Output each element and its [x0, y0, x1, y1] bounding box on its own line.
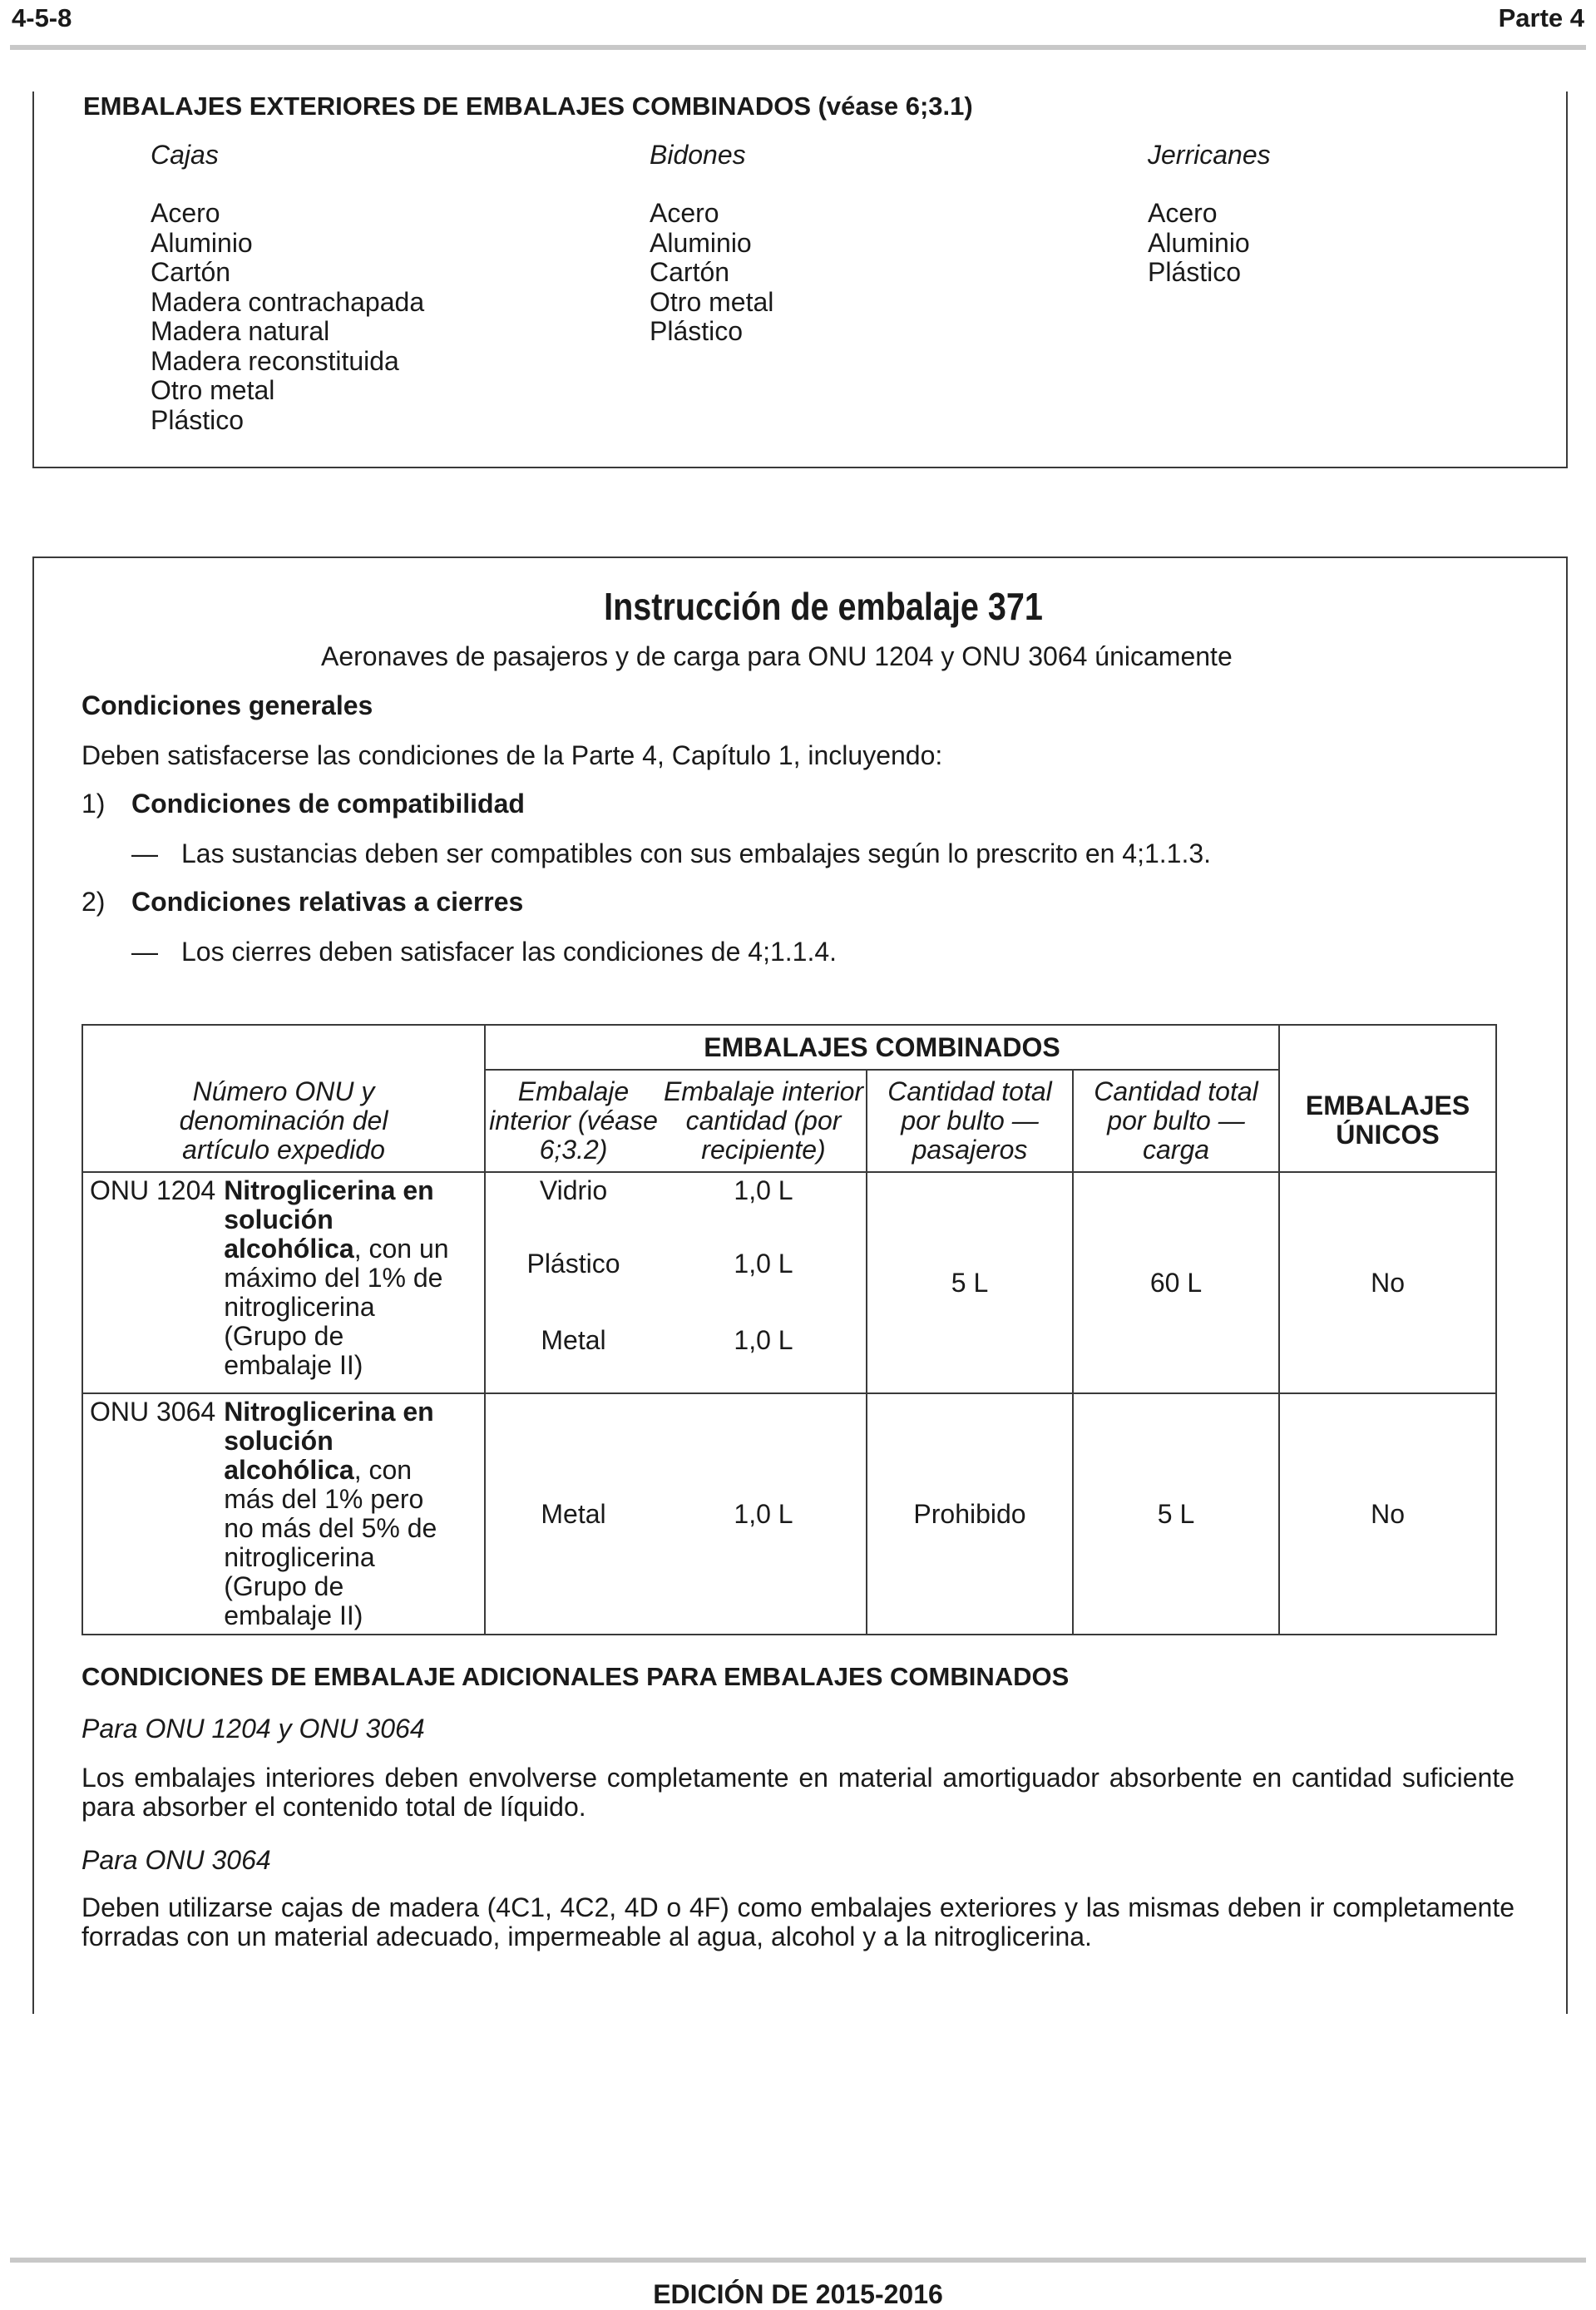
additional-text-2: Deben utilizarse cajas de madera (4C1, 4C2, 4D o 4F) como embalajes exteriores y las mismas deben ir completamente forradas con un material adecuado, impermeable al agua, alcohol y a la nitroglicerina. [82, 1892, 1514, 1951]
list-item: Aluminio [1148, 227, 1250, 258]
list-item: Cartón [650, 257, 730, 287]
condition-1-number: 1) [82, 789, 106, 819]
jerricanes-list [1148, 199, 1250, 288]
col-header-un-name: Número ONU y denominación del artículo expedido [82, 1070, 485, 1172]
shipping-name-detail: , con más del 1% pero no más del 5% de nitroglicerina (Grupo de embalaje II) [224, 1455, 437, 1630]
list-item: Otro metal [650, 286, 774, 317]
condition-2-text: Los cierres deben satisfacer las condiciones de 4;1.1.4. [181, 937, 838, 967]
inner-quantity: 1,0 L [734, 1249, 793, 1279]
table-header-blank [1279, 1025, 1496, 1070]
list-item: Cartón [151, 257, 231, 287]
additional-subhead-2: Para ONU 3064 [82, 1845, 271, 1875]
col-header-cargo: Cantidad total por bulto — carga [1073, 1070, 1279, 1172]
cargo-quantity-3064: 5 L [1073, 1393, 1279, 1635]
combined-packagings-heading: EMBALAJES COMBINADOS [485, 1025, 1279, 1070]
inner-quantity: 1,0 L [734, 1325, 793, 1355]
col-header-inner-qty: Embalaje interior cantidad (por recipiente) [661, 1070, 867, 1172]
instruction-subtitle: Aeronaves de pasajeros y de carga para ONU 1204 y ONU 3064 únicamente [321, 641, 1233, 671]
list-item: Plástico [1148, 257, 1242, 287]
list-item: Aluminio [650, 227, 752, 258]
cargo-quantity-1204: 60 L [1073, 1172, 1279, 1393]
col-header-pax: Cantidad total por bulto — pasajeros [867, 1070, 1073, 1172]
page-number: 4-5-8 [12, 3, 72, 32]
outer-packagings-title: EMBALAJES EXTERIORES DE EMBALAJES COMBINADOS (véase 6;3.1) [83, 92, 973, 121]
list-item: Madera natural [151, 316, 330, 346]
additional-text-1: Los embalajes interiores deben envolverse completamente en material amortiguador absorbente en cantidad suficiente para absorber el contenido total de líquido. [82, 1763, 1514, 1822]
inner-quantity: 1,0 L [734, 1175, 793, 1205]
list-item: Acero [650, 198, 719, 228]
column-heading-bidones: Bidones [650, 140, 746, 170]
list-item: Madera contrachapada [151, 286, 425, 317]
un-entry-1204 [82, 1172, 485, 1393]
inner-quantity: 1,0 L [661, 1393, 867, 1635]
table-row [82, 1393, 1496, 1635]
inner-materials-1204 [485, 1172, 661, 1393]
condition-2-dash: — [131, 937, 158, 967]
column-heading-jerricanes: Jerricanes [1148, 140, 1271, 170]
outer-packagings-box [32, 92, 1568, 468]
un-number: ONU 3064 [90, 1397, 216, 1427]
condition-1-title: Condiciones de compatibilidad [131, 789, 525, 819]
col-header-single: EMBALAJES ÚNICOS [1279, 1070, 1496, 1172]
packing-table [82, 1024, 1497, 1635]
col-header-inner: Embalaje interior (véase 6;3.2) [485, 1070, 661, 1172]
single-packaging-3064: No [1279, 1393, 1496, 1635]
pax-quantity-1204: 5 L [867, 1172, 1073, 1393]
instruction-title: Instrucción de embalaje 371 [604, 585, 1043, 628]
list-item: Acero [1148, 198, 1218, 228]
list-item: Plástico [151, 404, 245, 435]
part-label: Parte 4 [1498, 3, 1584, 32]
list-item: Aluminio [151, 227, 253, 258]
condition-2-number: 2) [82, 887, 106, 917]
header-rule [10, 45, 1586, 50]
proper-shipping-name: Nitroglicerina en solución alcohólica [224, 1397, 434, 1485]
column-heading-cajas: Cajas [151, 140, 219, 170]
list-item: Plástico [650, 316, 744, 346]
inner-material: Metal [485, 1393, 661, 1635]
proper-shipping-name: Nitroglicerina en solución alcohólica [224, 1175, 434, 1264]
general-conditions-intro: Deben satisfacerse las condiciones de la Parte 4, Capítulo 1, incluyendo: [82, 740, 943, 770]
un-entry-3064 [82, 1393, 485, 1635]
cajas-list [151, 199, 424, 435]
condition-2-title: Condiciones relativas a cierres [131, 887, 524, 917]
footer-rule [10, 2258, 1586, 2263]
un-number: ONU 1204 [90, 1175, 216, 1205]
shipping-name-detail: , con un máximo del 1% de nitroglicerina (Grupo de embalaje II) [224, 1234, 449, 1380]
pax-quantity-3064: Prohibido [867, 1393, 1073, 1635]
list-item: Acero [151, 198, 220, 228]
inner-material: Metal [541, 1325, 606, 1355]
single-packaging-1204: No [1279, 1172, 1496, 1393]
inner-material: Plástico [526, 1249, 620, 1279]
bidones-list [650, 199, 773, 347]
inner-quantities-1204 [661, 1172, 867, 1393]
table-header-blank [82, 1025, 485, 1070]
general-conditions-heading: Condiciones generales [82, 690, 373, 720]
additional-subhead-1: Para ONU 1204 y ONU 3064 [82, 1714, 425, 1744]
list-item: Otro metal [151, 375, 275, 405]
condition-1-text: Las sustancias deben ser compatibles con sus embalajes según lo prescrito en 4;1.1.3. [181, 838, 1212, 868]
table-header-row [82, 1070, 1496, 1172]
condition-1-dash: — [131, 838, 158, 868]
list-item: Madera reconstituida [151, 345, 399, 376]
table-row [82, 1172, 1496, 1393]
additional-conditions-heading: CONDICIONES DE EMBALAJE ADICIONALES PARA EMBALAJES COMBINADOS [82, 1662, 1070, 1691]
table-header-row [82, 1025, 1496, 1070]
edition-footer: EDICIÓN DE 2015-2016 [653, 2279, 943, 2309]
inner-material: Vidrio [539, 1175, 608, 1205]
